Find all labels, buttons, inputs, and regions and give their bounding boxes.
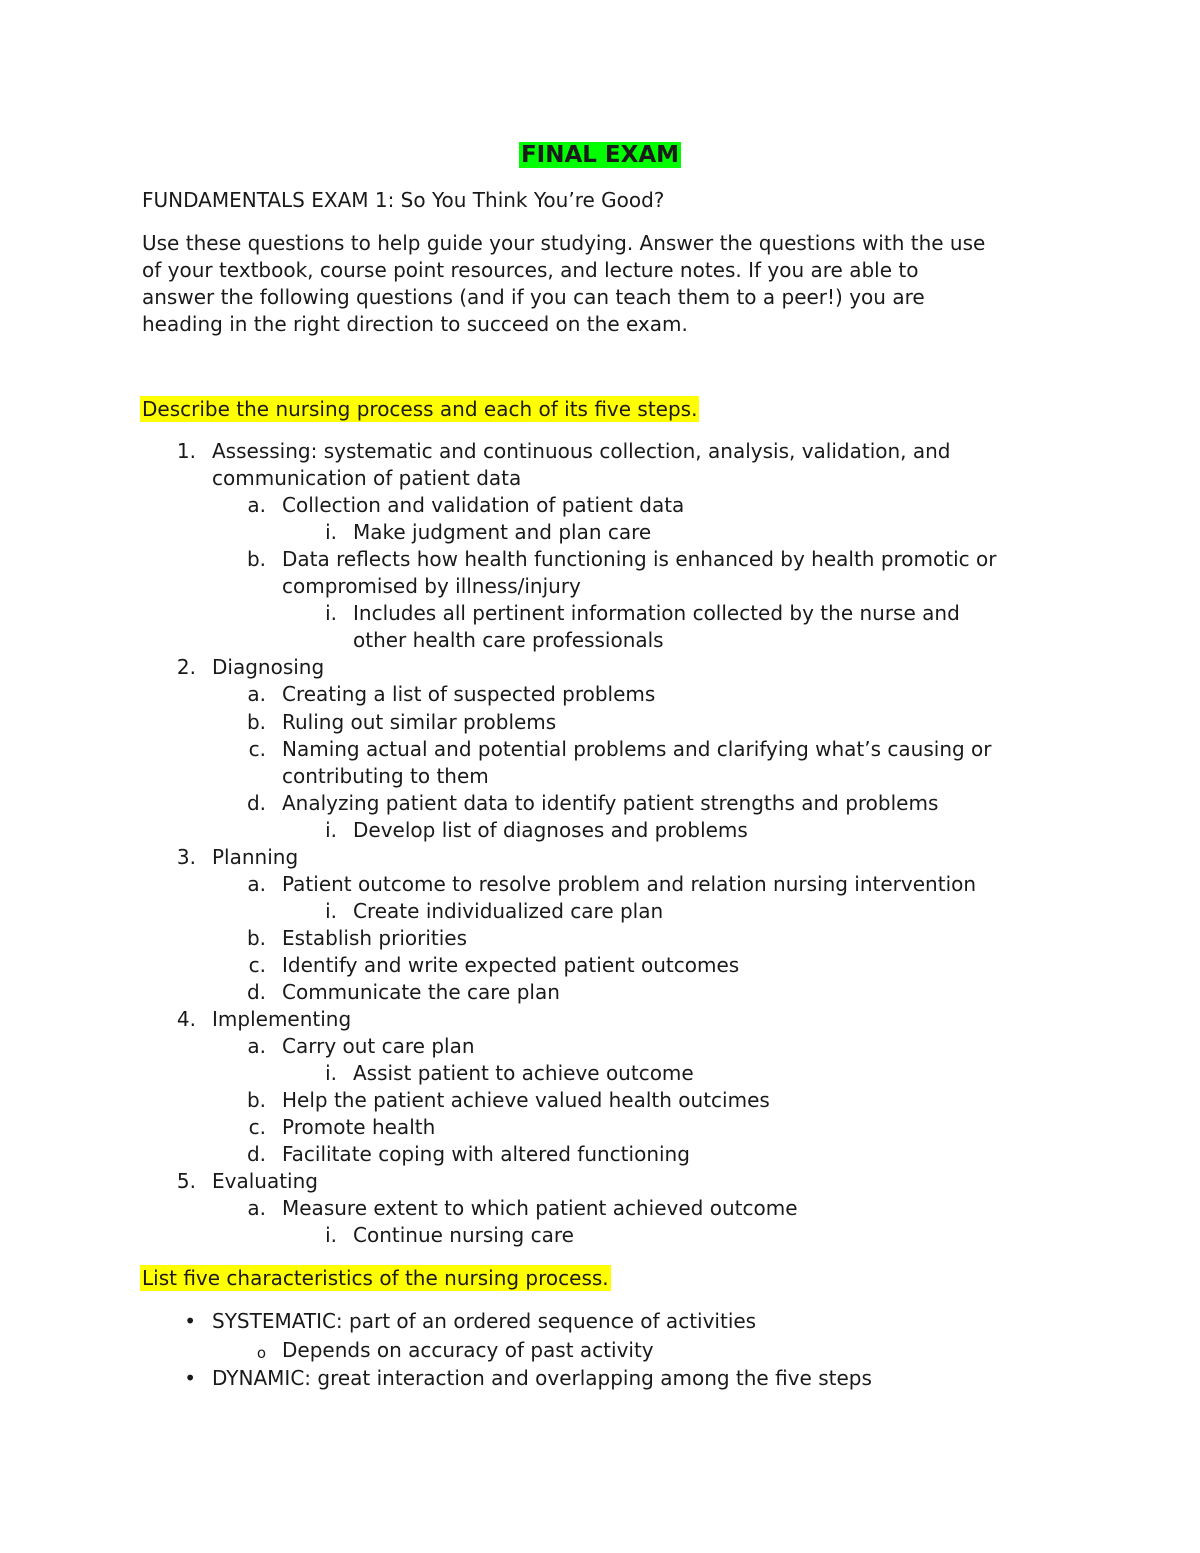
list-item: communication of patient data [212,466,522,491]
question-heading-2 [140,1265,611,1292]
list-marker: 3. [176,844,196,869]
list-item: Collection and validation of patient data [282,493,685,518]
list-item: Naming actual and potential problems and clarifying what’s causing or [282,736,992,761]
list-item: Establish priorities [282,925,468,950]
list-item: Measure extent to which patient achieved outcome [282,1196,798,1221]
list-marker: b. [246,709,266,734]
list-marker: d. [246,1142,266,1167]
list-item: Facilitate coping with altered functioning [282,1142,690,1167]
list-item: SYSTEMATIC: part of an ordered sequence of activities [212,1309,757,1333]
list-marker: 1. [176,439,196,463]
intro-line: answer the following questions (and if you can teach them to a peer!) you are [142,285,925,309]
list-item: Communicate the care plan [282,980,560,1004]
list-marker: 5. [176,1169,196,1194]
intro-line: heading in the right direction to succeed on the exam. [142,312,688,336]
list-marker: • [184,1309,196,1333]
list-item: Evaluating [212,1169,318,1194]
list-item: Patient outcome to resolve problem and relation nursing intervention [282,871,977,896]
list-item: Implementing [212,1007,352,1032]
list-marker: i. [325,1061,337,1086]
list-marker: a. [247,871,266,896]
list-marker: i. [325,601,337,626]
intro-line: Use these questions to help guide your studying. Answer the questions with the use [142,231,986,255]
list-marker: b. [246,1088,266,1113]
list-marker: c. [248,736,266,761]
list-marker: a. [247,1034,266,1059]
list-item: other health care professionals [353,628,664,653]
list-marker: a. [247,682,266,707]
list-marker: i. [325,898,337,923]
list-marker: 2. [176,655,196,680]
question-text: List five characteristics of the nursing process. [142,1266,609,1290]
list-item: Diagnosing [212,655,325,680]
list-item: Continue nursing care [353,1223,574,1248]
list-item: Help the patient achieve valued health outcimes [282,1088,770,1113]
list-marker: • [184,1366,196,1390]
page-title [0,140,1200,170]
list-marker: d. [246,790,266,815]
list-item: Carry out care plan [282,1034,475,1059]
list-marker: c. [248,952,266,977]
list-marker: o [256,1343,266,1362]
list-item: Promote health [282,1115,436,1140]
list-marker: c. [248,1115,266,1140]
list-item: Develop list of diagnoses and problems [353,817,748,842]
list-item: Assist patient to achieve outcome [353,1061,694,1086]
list-item: Identify and write expected patient outcomes [282,952,740,977]
question-heading-1 [140,396,699,423]
list-item: compromised by illness/injury [282,574,581,599]
list-item: Depends on accuracy of past activity [282,1337,654,1362]
list-item: Data reflects how health functioning is enhanced by health promotic or [282,547,997,572]
list-marker: d. [246,980,266,1004]
list-item: Ruling out similar problems [282,709,557,734]
list-marker: b. [246,925,266,950]
list-item: Creating a list of suspected problems [282,682,656,707]
intro-line: of your textbook, course point resources, and lecture notes. If you are able to [142,258,919,282]
intro-paragraph [142,230,1082,338]
list-marker: i. [325,817,337,842]
list-item: Create individualized care plan [353,898,664,923]
list-marker: b. [246,547,266,572]
question-text: Describe the nursing process and each of its five steps. [142,397,698,421]
list-item: Make judgment and plan care [353,520,652,545]
list-marker: a. [247,1196,266,1221]
list-item: Analyzing patient data to identify patient strengths and problems [282,790,939,815]
list-marker: 4. [176,1007,196,1032]
list-item: contributing to them [282,763,489,788]
title-text: FINAL EXAM [520,142,680,168]
list-marker: i. [325,1223,337,1248]
list-item: Includes all pertinent information collected by the nurse and [353,601,960,626]
list-marker: i. [325,520,337,545]
list-item: Planning [212,844,299,869]
exam-subtitle: FUNDAMENTALS EXAM 1: So You Think You’re Good? [142,188,665,212]
list-item: Assessing: systematic and continuous collection, analysis, validation, and [212,439,951,463]
list-marker: a. [247,493,266,518]
list-item: DYNAMIC: great interaction and overlapping among the five steps [212,1366,872,1390]
